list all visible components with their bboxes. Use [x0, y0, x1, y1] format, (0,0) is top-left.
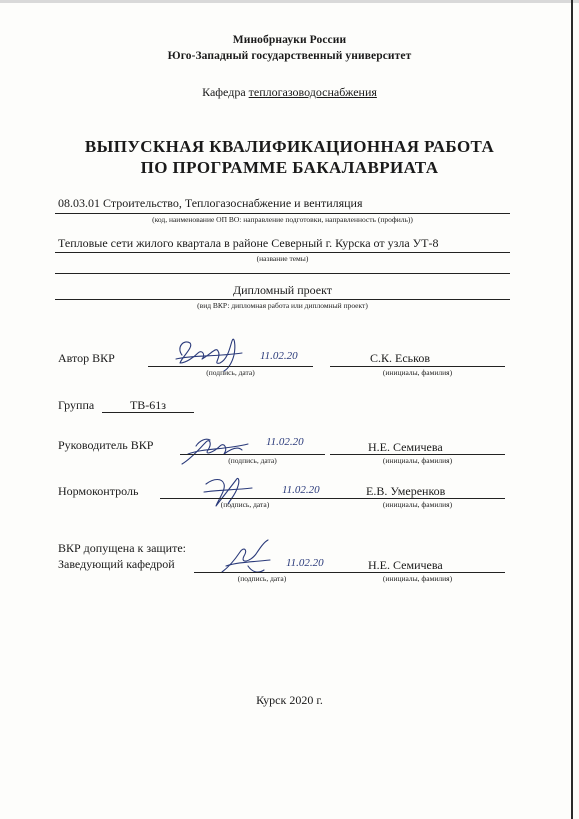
supervisor-sign-line	[180, 454, 325, 455]
group-underline	[102, 412, 194, 413]
author-name-caption: (инициалы, фамилия)	[382, 368, 453, 377]
normcontrol-name-caption: (инициалы, фамилия)	[382, 500, 453, 509]
city-year: Курск 2020 г.	[256, 693, 323, 707]
program-caption: (код, наименование ОП ВО: направление подготовки, направленность (профиль))	[152, 215, 413, 224]
group-label: Группа	[58, 398, 95, 412]
normcontrol-sign-caption: (подпись, дата)	[220, 500, 270, 509]
head-name: Н.Е. Семичева	[368, 558, 443, 572]
head-sign-caption: (подпись, дата)	[237, 574, 287, 583]
department-name: теплогазоводоснабжения	[248, 85, 377, 99]
normcontrol-sign-date: 11.02.20	[282, 484, 320, 496]
supervisor-name-line	[330, 454, 505, 455]
head-name-caption: (инициалы, фамилия)	[382, 574, 453, 583]
supervisor-sign-caption: (подпись, дата)	[228, 456, 277, 465]
department-line	[0, 85, 579, 100]
author-sign-date: 11.02.20	[260, 350, 298, 362]
normcontrol-label: Нормоконтроль	[58, 484, 139, 498]
topic-second-line	[55, 273, 510, 274]
work-type-value: Дипломный проект	[232, 283, 333, 297]
document-title-line2: ПО ПРОГРАММЕ БАКАЛАВРИАТА	[140, 158, 439, 177]
document-title-line1: ВЫПУСКНАЯ КВАЛИФИКАЦИОННАЯ РАБОТА	[84, 137, 495, 156]
author-name-line	[330, 366, 505, 367]
ministry-name: Минобрнауки России	[232, 34, 347, 46]
topic-caption: (название темы)	[256, 254, 309, 263]
normcontrol-name-line	[330, 498, 505, 499]
supervisor-name-caption: (инициалы, фамилия)	[382, 456, 453, 465]
scan-top-edge	[0, 0, 579, 3]
topic-value: Тепловые сети жилого квартала в районе Северный г. Курска от узла УТ-8	[58, 236, 439, 250]
head-sign-date: 11.02.20	[286, 557, 324, 569]
group-value: ТВ-61з	[129, 398, 167, 412]
author-sign-caption: (подпись, дата)	[206, 368, 255, 377]
head-of-department-label: Заведующий кафедрой	[58, 557, 175, 571]
normcontrol-sign-line	[160, 498, 330, 499]
supervisor-name: Н.Е. Семичева	[368, 440, 443, 454]
work-type-caption: (вид ВКР: дипломная работа или дипломный проект)	[197, 301, 368, 310]
program-value: 08.03.01 Строительство, Теплогазоснабжение и вентиляция	[58, 196, 363, 210]
university-name: Юго-Западный государственный университет	[167, 50, 412, 62]
author-name: С.К. Еськов	[370, 351, 431, 365]
topic-underline	[55, 252, 510, 253]
work-type-underline	[55, 299, 510, 300]
supervisor-label: Руководитель ВКР	[58, 438, 154, 452]
author-label: Автор ВКР	[58, 351, 115, 365]
author-signature-icon	[172, 333, 247, 373]
program-underline	[55, 213, 510, 214]
head-name-line	[330, 572, 505, 573]
supervisor-sign-date: 11.02.20	[266, 436, 304, 448]
head-sign-line	[194, 572, 330, 573]
admission-line: ВКР допущена к защите:	[58, 541, 186, 555]
department-prefix: Кафедра	[202, 85, 246, 99]
normcontrol-name: Е.В. Умеренков	[366, 484, 446, 498]
author-sign-line	[148, 366, 313, 367]
